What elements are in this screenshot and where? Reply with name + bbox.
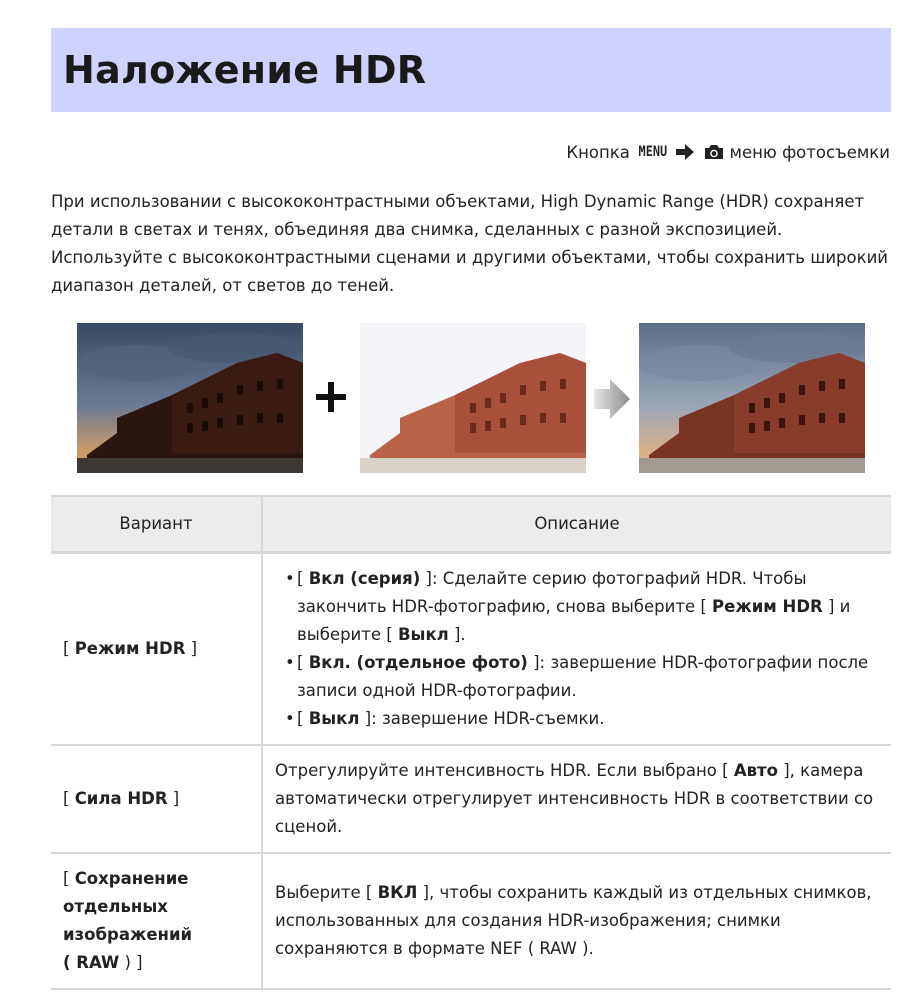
overexposed-building-photo <box>360 323 586 473</box>
bullet-list <box>275 565 879 733</box>
header-description: Описание <box>262 496 891 553</box>
option-name: Сохранение отдельных изображений <box>63 869 193 944</box>
hdr-illustration <box>77 323 877 473</box>
plus-icon <box>314 380 348 418</box>
camera-icon <box>704 144 724 160</box>
option-name: Сила HDR <box>74 789 168 808</box>
options-table <box>51 495 891 990</box>
intro-paragraph: При использовании с высококонтрастными объектами, High Dynamic Range (HDR) сохраняет детали в светах и тенях, объединяя два снимка, сделанных с разной экспозицией. Используйте с высококонтрастными сценами и другими объектами, чтобы сохранить широкий диапазон деталей, от светов до теней. <box>51 192 889 295</box>
right-arrow-icon <box>676 144 694 160</box>
list-item: • [ Вкл. (отдельное фото) ]: завершение HDR-фотографии после записи одной HDR-фотографии. <box>275 649 879 705</box>
menu-path-suffix: меню фотосъемки <box>729 142 890 162</box>
underexposed-building-photo <box>77 323 303 473</box>
title-banner <box>51 28 891 112</box>
table-header-row <box>51 496 891 553</box>
option-cell: [ Сохранение отдельных изображений ( RAW ) ] <box>51 853 262 989</box>
result-arrow-icon <box>594 379 630 423</box>
header-option: Вариант <box>51 496 262 553</box>
description-cell: Отрегулируйте интенсивность HDR. Если выбрано [ Авто ], камера автоматически отрегулирует интенсивность HDR в соответствии со сценой. <box>262 745 891 853</box>
menu-button-label: MENU <box>638 144 668 160</box>
table-row <box>51 853 891 989</box>
option-name: Режим HDR <box>74 639 186 658</box>
page-title: Наложение HDR <box>63 48 427 92</box>
menu-path-prefix: Кнопка <box>566 142 630 162</box>
hdr-result-building-photo <box>639 323 865 473</box>
list-item: • [ Выкл ]: завершение HDR-съемки. <box>275 705 879 733</box>
menu-path <box>566 141 890 163</box>
description-cell: Выберите [ ВКЛ ], чтобы сохранить каждый из отдельных снимков, использованных для создания HDR-изображения; снимки сохраняются в формате NEF ( RAW ). <box>262 853 891 989</box>
list-item: • [ Вкл (серия) ]: Сделайте серию фотографий HDR. Чтобы закончить HDR-фотографию, снова выберите [ Режим HDR ] и выберите [ Выкл ]. <box>275 565 879 649</box>
option-cell: [ Режим HDR ] <box>51 553 262 746</box>
table-row <box>51 745 891 853</box>
description-cell <box>262 553 891 746</box>
option-cell: [ Сила HDR ] <box>51 745 262 853</box>
table-row <box>51 553 891 746</box>
